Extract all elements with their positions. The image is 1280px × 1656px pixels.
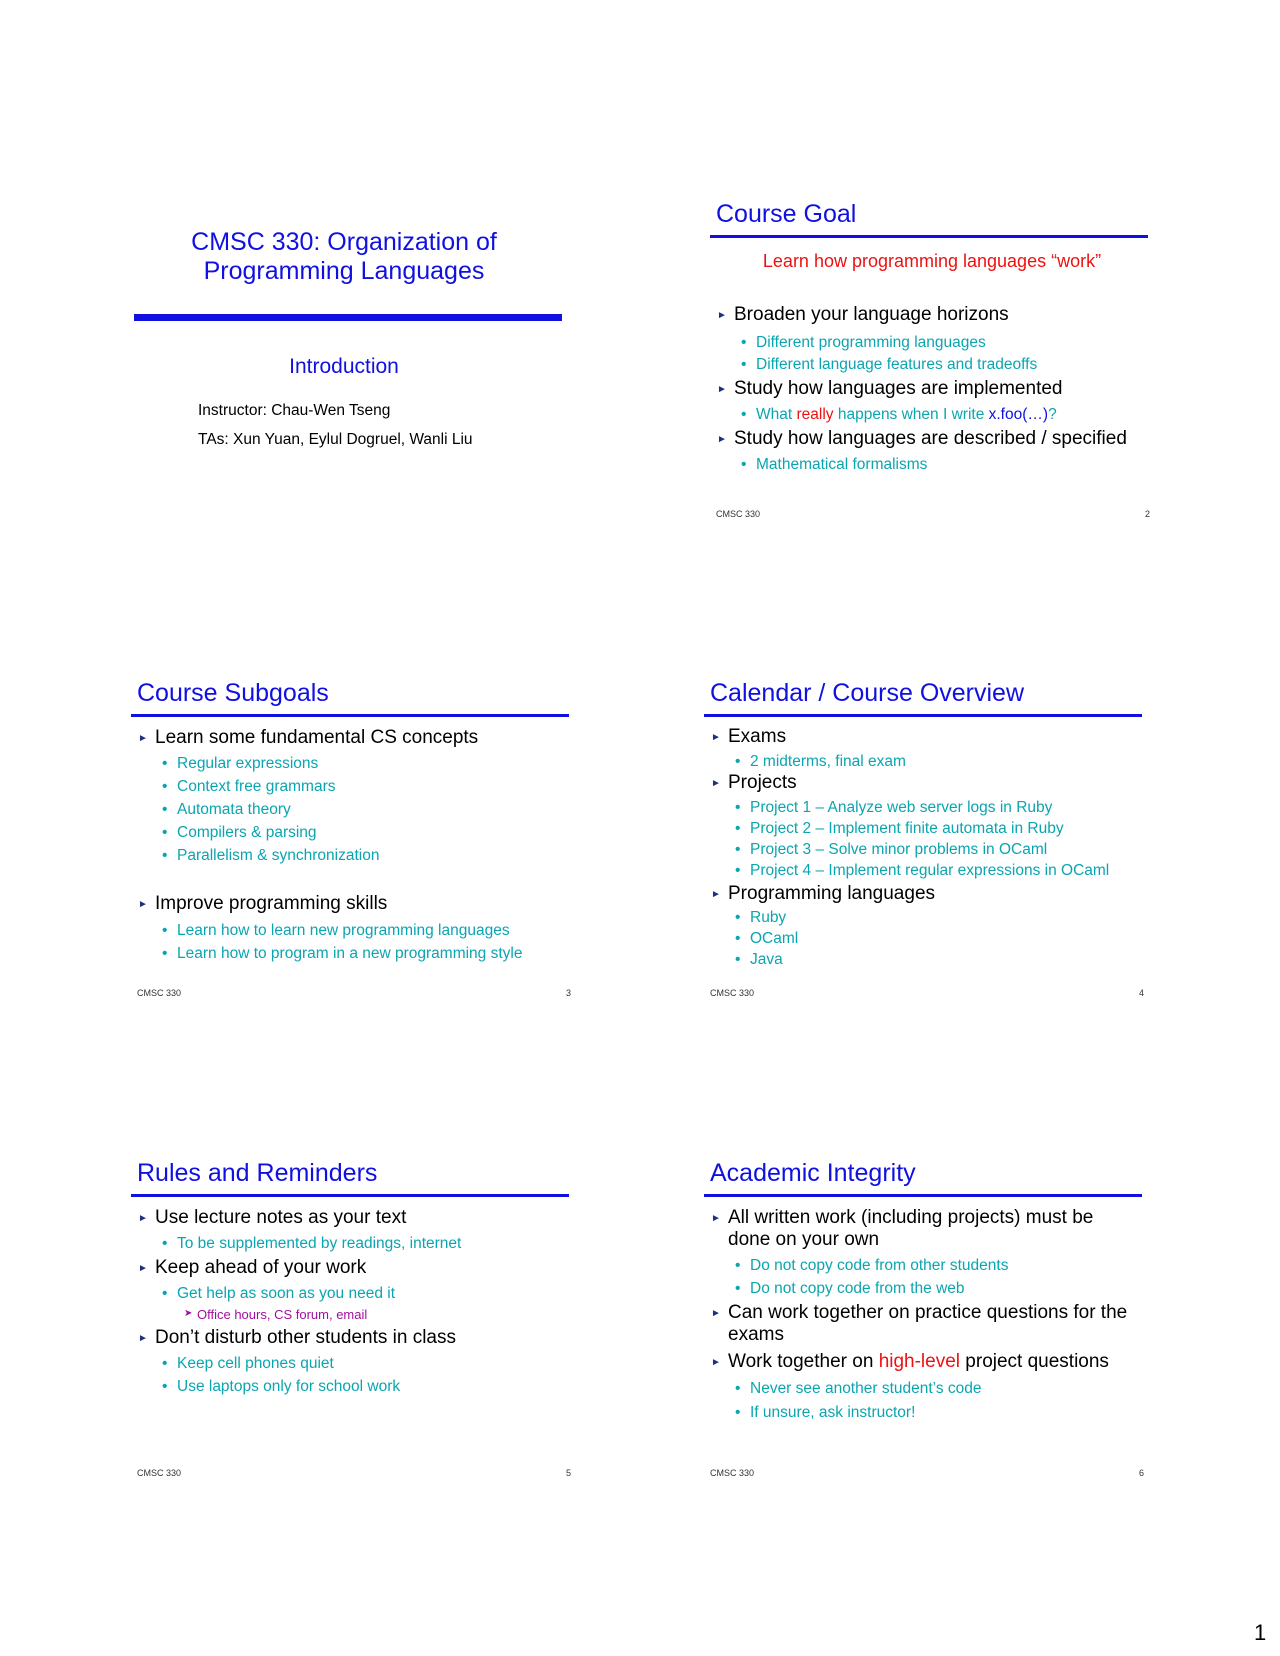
dot-bullet-icon: • bbox=[162, 1378, 168, 1395]
slide-2-title: Course Goal bbox=[716, 200, 857, 228]
bullet-keep-ahead bbox=[138, 1257, 367, 1279]
instructor-line: Instructor: Chau-Wen Tseng bbox=[198, 402, 391, 419]
triangle-bullet-icon: ► bbox=[711, 1308, 721, 1319]
dot-bullet-icon: • bbox=[162, 922, 168, 939]
bullet-text: Study how languages are described / specified bbox=[734, 428, 1127, 449]
sub-bullet bbox=[735, 930, 799, 948]
sub-bullet bbox=[162, 824, 317, 842]
emphasis-text: high-level bbox=[878, 1351, 961, 1372]
slide-4-title-rule bbox=[704, 714, 1142, 717]
sub-bullet-text: Ruby bbox=[750, 909, 787, 926]
dot-bullet-icon: • bbox=[735, 799, 741, 816]
sub-bullet-text: Parallelism & synchronization bbox=[177, 847, 380, 864]
dot-bullet-icon: • bbox=[162, 778, 168, 795]
slide-footer-course: CMSC 330 bbox=[710, 988, 755, 998]
slide-5 bbox=[137, 1159, 577, 1479]
bullet-text: Broaden your language horizons bbox=[734, 304, 1009, 325]
slide-1 bbox=[134, 200, 574, 520]
sub-bullet-text: Project 3 – Solve minor problems in OCaml bbox=[750, 841, 1048, 858]
sub-bullet-text: 2 midterms, final exam bbox=[750, 753, 906, 770]
sub-bullet bbox=[735, 1404, 916, 1422]
sub-bullet bbox=[741, 334, 986, 352]
slide-2-title-rule bbox=[710, 235, 1148, 238]
dot-bullet-icon: • bbox=[741, 334, 747, 351]
dot-bullet-icon: • bbox=[735, 820, 741, 837]
bullet-improve-skills bbox=[138, 893, 388, 915]
slide-footer-course: CMSC 330 bbox=[137, 988, 182, 998]
sub-bullet-text: Learn how to program in a new programming style bbox=[177, 945, 523, 962]
bullet-lecture-notes bbox=[138, 1207, 407, 1229]
sub-bullet bbox=[735, 1257, 1009, 1275]
slide-4 bbox=[710, 679, 1150, 999]
bullet-programming-languages bbox=[711, 883, 936, 905]
sub-bullet-text: happens when I write bbox=[833, 406, 989, 423]
triangle-bullet-icon: ► bbox=[711, 1357, 721, 1368]
dot-bullet-icon: • bbox=[162, 1235, 168, 1252]
bullet-text: Don’t disturb other students in class bbox=[155, 1327, 456, 1348]
sub-bullet bbox=[741, 406, 1057, 424]
dot-bullet-icon: • bbox=[162, 945, 168, 962]
slide-6-title: Academic Integrity bbox=[710, 1159, 916, 1187]
slide-number: 6 bbox=[1138, 1468, 1144, 1478]
sub-bullet-text: ? bbox=[1048, 406, 1057, 423]
dot-bullet-icon: • bbox=[735, 1404, 741, 1421]
sub-bullet-text: Never see another student’s code bbox=[750, 1380, 982, 1397]
bullet-text: Work together on bbox=[728, 1351, 879, 1372]
slide-6-title-rule bbox=[704, 1194, 1142, 1197]
slide-number: 4 bbox=[1138, 988, 1144, 998]
sub-bullet bbox=[735, 1380, 982, 1398]
sub-bullet-text: Context free grammars bbox=[177, 778, 336, 795]
triangle-bullet-icon: ► bbox=[711, 1213, 721, 1224]
triangle-bullet-icon: ► bbox=[711, 889, 721, 900]
slide-2 bbox=[716, 200, 1156, 520]
slide-footer-course: CMSC 330 bbox=[710, 1468, 755, 1478]
bullet-study-implemented bbox=[717, 378, 1063, 400]
sub-bullet bbox=[735, 753, 906, 771]
triangle-bullet-icon: ► bbox=[138, 1333, 148, 1344]
triangle-bullet-icon: ► bbox=[711, 778, 721, 789]
triangle-bullet-icon: ► bbox=[717, 310, 727, 321]
dot-bullet-icon: • bbox=[162, 847, 168, 864]
dot-bullet-icon: • bbox=[162, 824, 168, 841]
bullet-text: done on your own bbox=[728, 1229, 880, 1250]
slide-number: 3 bbox=[565, 988, 571, 998]
bullet-text: Exams bbox=[728, 726, 787, 747]
sub-bullet-text: Get help as soon as you need it bbox=[177, 1285, 396, 1302]
bullet-text: Projects bbox=[728, 772, 797, 793]
dot-bullet-icon: • bbox=[735, 862, 741, 879]
sub-bullet-text: Project 2 – Implement finite automata in Ruby bbox=[750, 820, 1064, 837]
bullet-practice-questions bbox=[711, 1302, 1128, 1324]
sub-bullet bbox=[162, 1235, 462, 1253]
sub-sub-bullet bbox=[184, 1307, 368, 1322]
sub-bullet bbox=[162, 778, 336, 796]
sub-bullet-text: Learn how to learn new programming languages bbox=[177, 922, 510, 939]
dot-bullet-icon: • bbox=[735, 1380, 741, 1397]
slide-3-title-rule bbox=[131, 714, 569, 717]
arrow-bullet-icon: ➤ bbox=[184, 1308, 193, 1319]
triangle-bullet-icon: ► bbox=[138, 733, 148, 744]
slide-number: 2 bbox=[1144, 509, 1150, 519]
dot-bullet-icon: • bbox=[735, 753, 741, 770]
dot-bullet-icon: • bbox=[741, 456, 747, 473]
slide-number: 5 bbox=[565, 1468, 571, 1478]
emphasis-text: really bbox=[796, 406, 834, 423]
sub-bullet bbox=[735, 909, 787, 927]
bullet-high-level bbox=[711, 1351, 1109, 1373]
slide-footer-course: CMSC 330 bbox=[137, 1468, 182, 1478]
sub-bullet bbox=[162, 801, 291, 819]
sub-bullet bbox=[162, 755, 319, 773]
sub-sub-bullet-text: Office hours, CS forum, email bbox=[197, 1307, 368, 1322]
dot-bullet-icon: • bbox=[162, 1285, 168, 1302]
sub-bullet-text: Project 1 – Analyze web server logs in Ruby bbox=[750, 799, 1053, 816]
sub-bullet-text: What bbox=[756, 406, 797, 423]
sub-bullet-text: Regular expressions bbox=[177, 755, 319, 772]
sub-bullet bbox=[741, 456, 928, 474]
bullet-written-work bbox=[711, 1207, 1094, 1229]
sub-bullet-text: If unsure, ask instructor! bbox=[750, 1404, 916, 1421]
sub-bullet-text: Keep cell phones quiet bbox=[177, 1355, 334, 1372]
bullet-text: Study how languages are implemented bbox=[734, 378, 1063, 399]
course-goal-statement: Learn how programming languages “work” bbox=[762, 251, 1102, 271]
sub-bullet-text: Java bbox=[750, 951, 783, 968]
sub-bullet bbox=[735, 1280, 965, 1298]
sub-bullet bbox=[162, 847, 380, 865]
dot-bullet-icon: • bbox=[162, 1355, 168, 1372]
triangle-bullet-icon: ► bbox=[138, 1213, 148, 1224]
sub-bullet-text: Different language features and tradeoffs bbox=[756, 356, 1038, 373]
bullet-text: Learn some fundamental CS concepts bbox=[155, 727, 479, 748]
slide-footer-course: CMSC 330 bbox=[716, 509, 761, 519]
sub-bullet-text: Project 4 – Implement regular expressions in OCaml bbox=[750, 862, 1110, 879]
slide-1-subtitle: Introduction bbox=[289, 355, 399, 378]
slide-3-title: Course Subgoals bbox=[137, 679, 329, 707]
bullet-exams bbox=[711, 726, 787, 748]
bullet-text: exams bbox=[728, 1324, 784, 1345]
sub-bullet-text: Do not copy code from other students bbox=[750, 1257, 1009, 1274]
dot-bullet-icon: • bbox=[735, 930, 741, 947]
bullet-practice-questions-cont bbox=[728, 1324, 784, 1346]
slide-6 bbox=[710, 1159, 1150, 1479]
slide-5-title-rule bbox=[131, 1194, 569, 1197]
bullet-study-described bbox=[717, 428, 1127, 450]
sub-bullet bbox=[735, 951, 783, 969]
tas-line: TAs: Xun Yuan, Eylul Dogruel, Wanli Liu bbox=[198, 431, 473, 448]
sub-bullet-text: Mathematical formalisms bbox=[756, 456, 928, 473]
bullet-written-work-cont bbox=[728, 1229, 879, 1251]
sub-bullet bbox=[735, 799, 1053, 817]
sub-bullet bbox=[735, 862, 1110, 880]
bullet-text: Keep ahead of your work bbox=[155, 1257, 367, 1278]
slide-4-title: Calendar / Course Overview bbox=[710, 679, 1025, 707]
dot-bullet-icon: • bbox=[162, 801, 168, 818]
sub-bullet bbox=[162, 945, 523, 963]
bullet-text: All written work (including projects) must be bbox=[728, 1207, 1094, 1228]
bullet-fundamental-concepts bbox=[138, 727, 479, 749]
sub-bullet bbox=[162, 922, 510, 940]
dot-bullet-icon: • bbox=[735, 951, 741, 968]
dot-bullet-icon: • bbox=[741, 406, 747, 423]
triangle-bullet-icon: ► bbox=[138, 1263, 148, 1274]
sub-bullet-text: Use laptops only for school work bbox=[177, 1378, 401, 1395]
slide-5-title: Rules and Reminders bbox=[137, 1159, 378, 1187]
slide-3 bbox=[137, 679, 577, 999]
triangle-bullet-icon: ► bbox=[138, 899, 148, 910]
slide-1-rule bbox=[134, 314, 562, 321]
sub-bullet bbox=[162, 1285, 396, 1303]
bullet-projects bbox=[711, 772, 797, 794]
sub-bullet-text: Automata theory bbox=[177, 801, 291, 818]
sub-bullet bbox=[162, 1378, 401, 1396]
sub-bullet-text: OCaml bbox=[750, 930, 799, 947]
triangle-bullet-icon: ► bbox=[711, 732, 721, 743]
bullet-text: Use lecture notes as your text bbox=[155, 1207, 407, 1228]
bullet-broaden-horizons bbox=[717, 304, 1009, 326]
code-text: x.foo(…) bbox=[988, 406, 1049, 423]
dot-bullet-icon: • bbox=[162, 755, 168, 772]
sub-bullet bbox=[735, 820, 1064, 838]
sub-bullet bbox=[162, 1355, 334, 1373]
bullet-text: Programming languages bbox=[728, 883, 936, 904]
bullet-text: Can work together on practice questions for the bbox=[728, 1302, 1128, 1323]
slide-1-title-line2: Programming Languages bbox=[203, 257, 485, 285]
slide-1-title-line1: CMSC 330: Organization of bbox=[191, 228, 497, 256]
page-number: 1 bbox=[1254, 1620, 1267, 1645]
sub-bullet-text: Do not copy code from the web bbox=[750, 1280, 965, 1297]
bullet-text: project questions bbox=[960, 1351, 1109, 1372]
dot-bullet-icon: • bbox=[735, 841, 741, 858]
dot-bullet-icon: • bbox=[735, 1257, 741, 1274]
sub-bullet-text: To be supplemented by readings, internet bbox=[177, 1235, 462, 1252]
dot-bullet-icon: • bbox=[735, 1280, 741, 1297]
triangle-bullet-icon: ► bbox=[717, 384, 727, 395]
sub-bullet bbox=[735, 841, 1048, 859]
sub-bullet bbox=[741, 356, 1038, 374]
sub-bullet-text: Different programming languages bbox=[756, 334, 986, 351]
dot-bullet-icon: • bbox=[741, 356, 747, 373]
sub-bullet-text: Compilers & parsing bbox=[177, 824, 317, 841]
dot-bullet-icon: • bbox=[735, 909, 741, 926]
triangle-bullet-icon: ► bbox=[717, 434, 727, 445]
bullet-dont-disturb bbox=[138, 1327, 456, 1349]
bullet-text: Improve programming skills bbox=[155, 893, 388, 914]
